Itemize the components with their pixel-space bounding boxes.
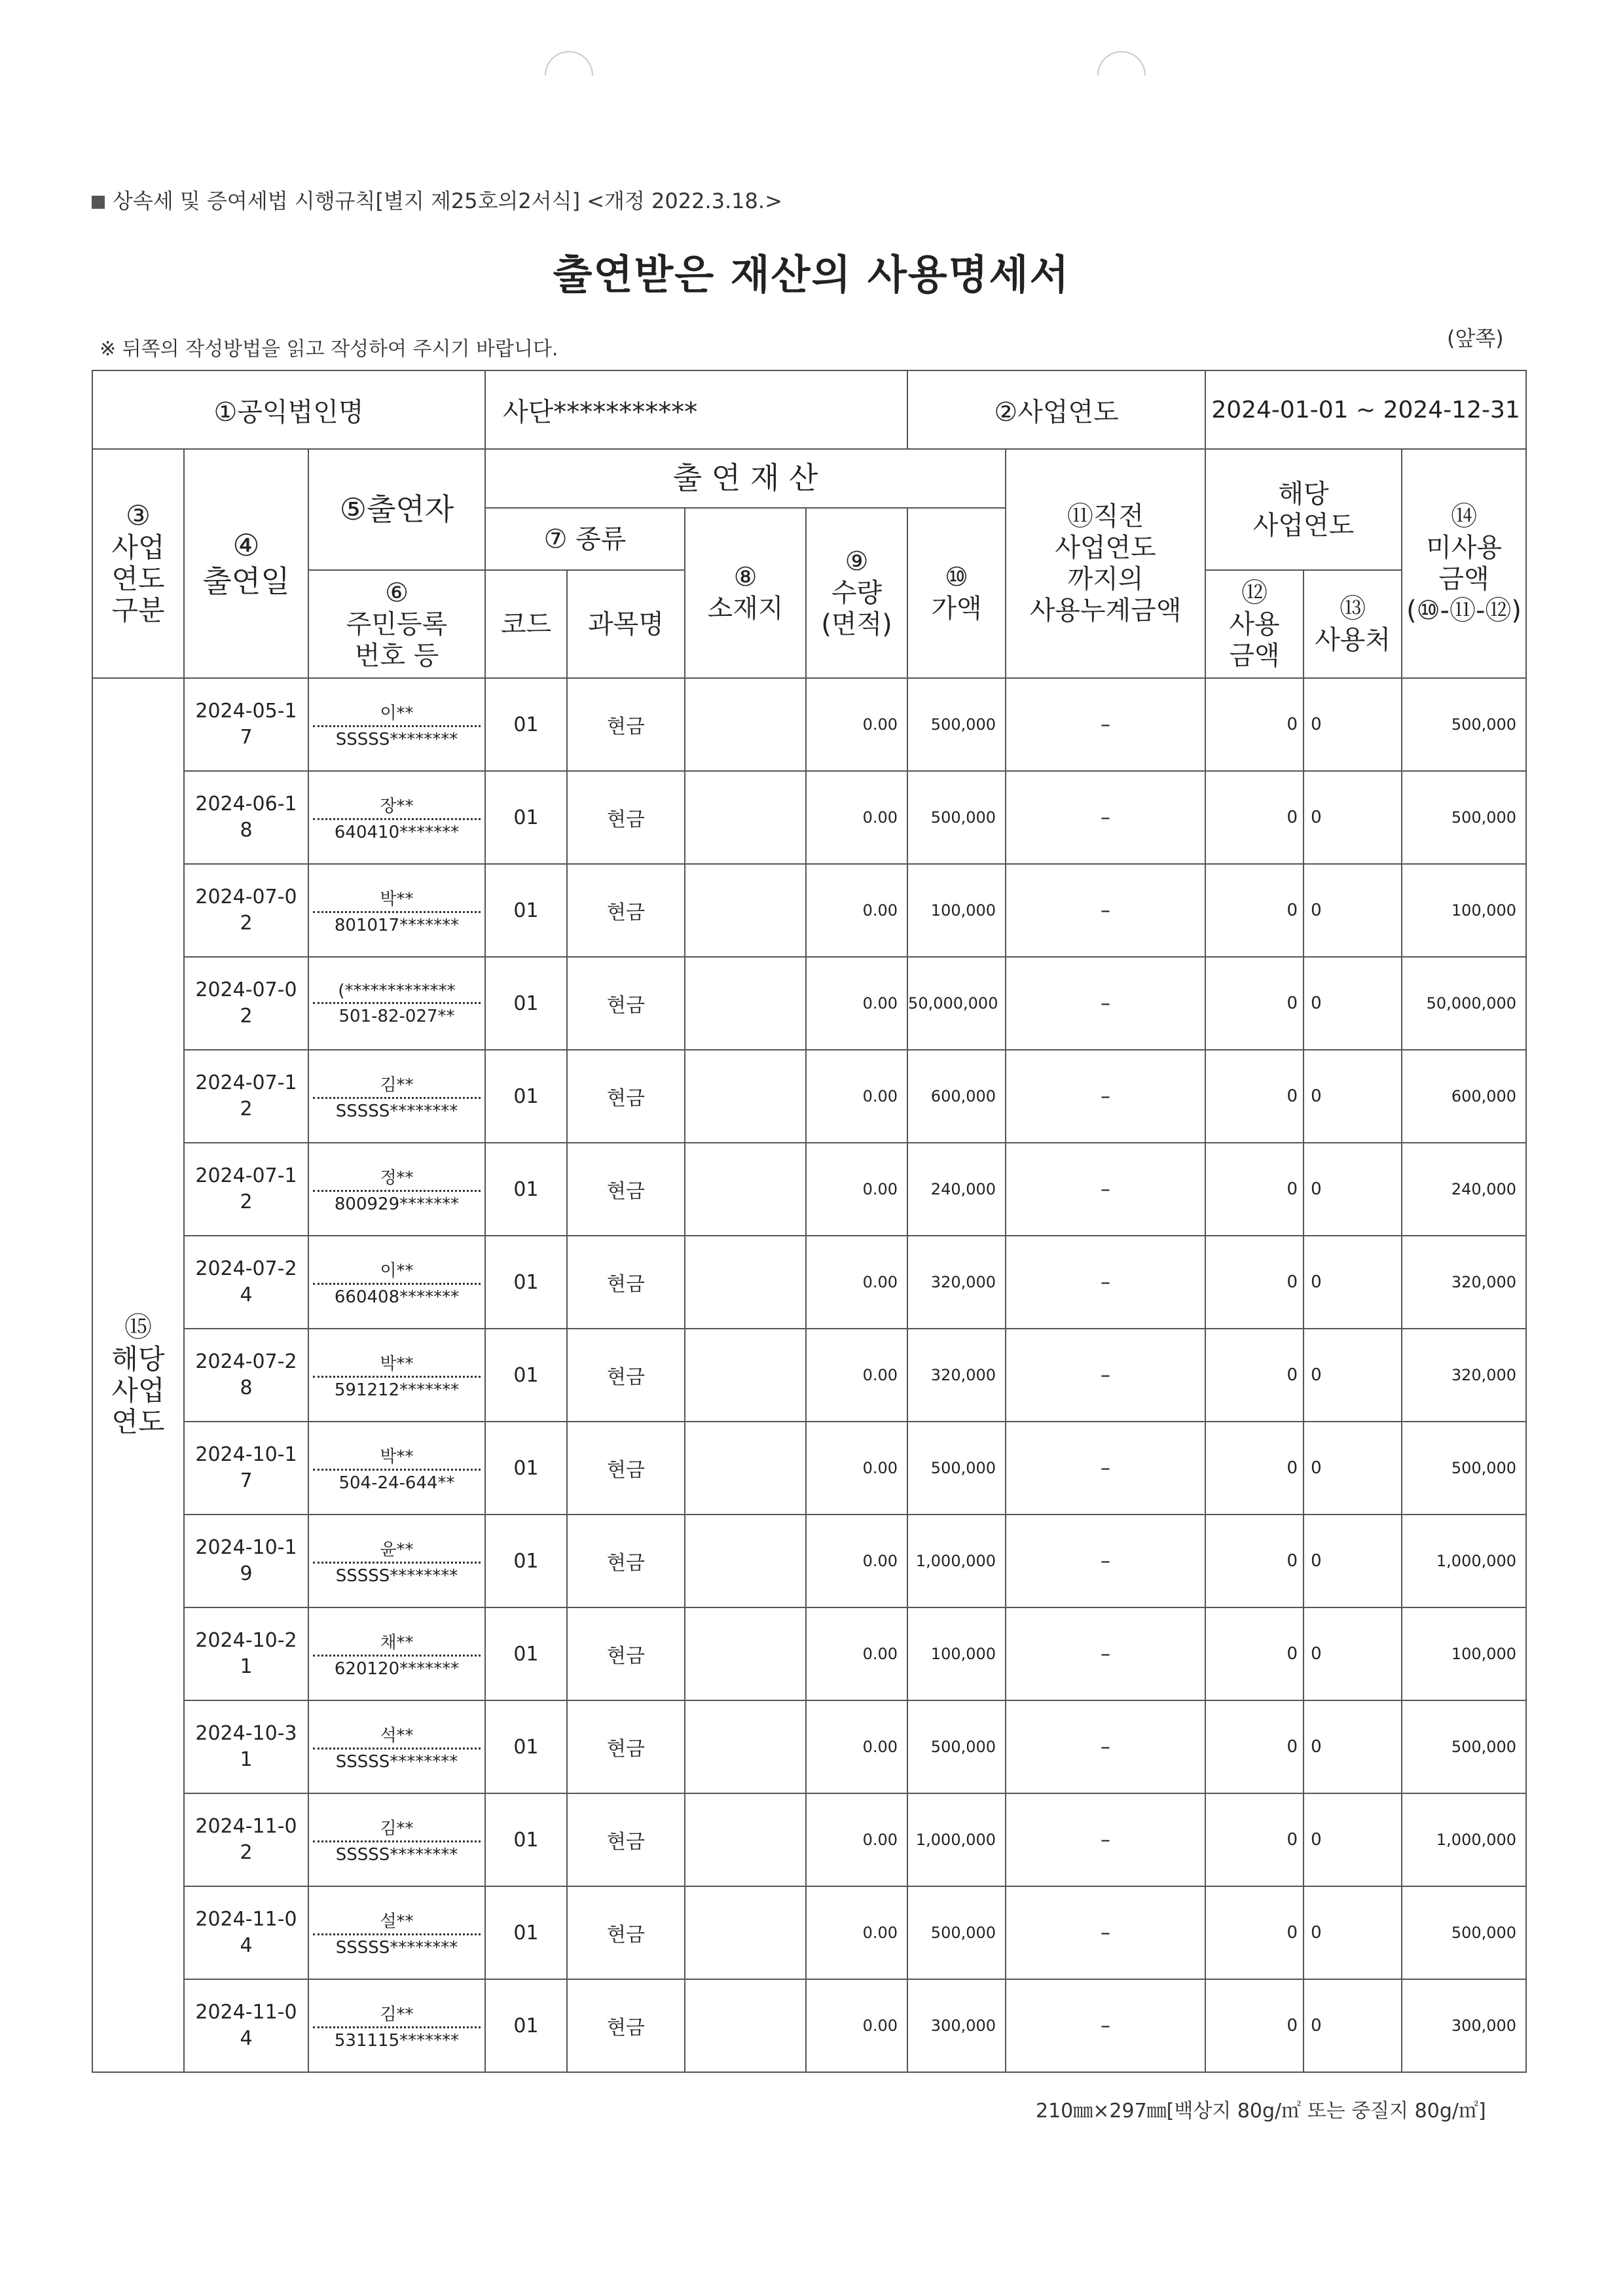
cell-subject: 현금 [567,1607,685,1700]
cell-value: 100,000 [907,1607,1006,1700]
cell-used-amount: 0 [1205,864,1304,957]
donor-name: 장** [313,789,481,820]
cell-subject: 현금 [567,1143,685,1236]
cell-donor [308,1700,485,1793]
donor-block [309,789,484,846]
cell-prev-use: – [1006,1607,1205,1700]
cell-prev-use: – [1006,1422,1205,1515]
cell-subject: 현금 [567,1700,685,1793]
cell-donor [308,1236,485,1329]
cell-used-place: 0 [1304,1422,1402,1515]
cell-code: 01 [485,1886,567,1979]
cell-location [685,1793,806,1886]
donor-block [309,1532,484,1590]
law-reference-text: 상속세 및 증여세법 시행규칙[별지 제25호의2서식] <개정 2022.3.18.> [113,188,782,213]
cell-date: 2024-10-1 9 [184,1515,308,1607]
cell-used-place: 0 [1304,1050,1402,1143]
cell-location [685,1143,806,1236]
cell-used-amount: 0 [1205,678,1304,771]
cell-used-amount: 0 [1205,1607,1304,1700]
cell-date: 2024-06-1 8 [184,771,308,864]
col-code: 코드 [485,570,567,678]
cell-donor [308,1607,485,1700]
cell-used-place: 0 [1304,1886,1402,1979]
table-row [92,1979,1526,2072]
cell-donor [308,864,485,957]
cell-quantity: 0.00 [806,957,907,1050]
donor-name: 설** [313,1904,481,1935]
cell-value: 1,000,000 [907,1515,1006,1607]
donor-id: SSSSS******** [335,730,458,749]
cell-code: 01 [485,1422,567,1515]
cell-donor [308,771,485,864]
cell-prev-use: – [1006,1979,1205,2072]
cell-used-amount: 0 [1205,1700,1304,1793]
cell-quantity: 0.00 [806,1515,907,1607]
cell-used-amount: 0 [1205,1422,1304,1515]
cell-prev-use: – [1006,864,1205,957]
col-quantity: ⑨ 수량 (면적) [806,508,907,678]
cell-unused: 50,000,000 [1402,957,1526,1050]
cell-donor [308,957,485,1050]
cell-donor [308,1979,485,2072]
cell-location [685,1422,806,1515]
cell-used-place: 0 [1304,1236,1402,1329]
cell-quantity: 0.00 [806,1979,907,2072]
cell-location [685,1700,806,1793]
table-row [92,1886,1526,1979]
cell-prev-use: – [1006,678,1205,771]
cell-unused: 320,000 [1402,1329,1526,1422]
cell-prev-use: – [1006,1329,1205,1422]
cell-used-place: 0 [1304,1143,1402,1236]
donor-name: 이** [313,1253,481,1285]
donor-name: 김** [313,1997,481,2028]
usage-statement-form [92,370,1527,2073]
donor-block [309,977,484,1030]
col-location: ⑧ 소재지 [685,508,806,678]
cell-location [685,864,806,957]
table-row [92,1050,1526,1143]
donor-name: 석** [313,1718,481,1749]
cell-code: 01 [485,1050,567,1143]
document-title: 출연받은 재산의 사용명세서 [553,251,1070,298]
year-label: ②사업연도 [907,370,1205,449]
cell-code: 01 [485,1329,567,1422]
cell-date: 2024-11-0 4 [184,1979,308,2072]
cell-subject: 현금 [567,1422,685,1515]
cell-subject: 현금 [567,1793,685,1886]
cell-location [685,1607,806,1700]
donor-name: 김** [313,1067,481,1099]
cell-location [685,1236,806,1329]
table-row [92,1329,1526,1422]
cell-used-place: 0 [1304,1515,1402,1607]
col-used-amount: ⑫ 사용 금액 [1205,570,1304,678]
cell-value: 600,000 [907,1050,1006,1143]
col-kind: ⑦ 종류 [485,508,685,570]
donor-block [309,1439,484,1497]
cell-prev-use: – [1006,1515,1205,1607]
cell-subject: 현금 [567,1236,685,1329]
cell-quantity: 0.00 [806,1422,907,1515]
cell-prev-use: – [1006,957,1205,1050]
donor-name: 채** [313,1625,481,1657]
cell-value: 500,000 [907,1422,1006,1515]
cell-code: 01 [485,678,567,771]
cell-quantity: 0.00 [806,1236,907,1329]
cell-used-amount: 0 [1205,1886,1304,1979]
cell-value: 500,000 [907,1700,1006,1793]
law-reference [92,185,782,215]
cell-donor [308,1143,485,1236]
donor-block [309,1625,484,1683]
donor-id: 660408******* [334,1287,460,1307]
cell-unused: 320,000 [1402,1236,1526,1329]
donor-id: SSSSS******** [335,1752,458,1772]
cell-used-place: 0 [1304,1329,1402,1422]
cell-subject: 현금 [567,1979,685,2072]
cell-unused: 500,000 [1402,771,1526,864]
cell-location [685,1050,806,1143]
donor-block [309,696,484,753]
cell-donor [308,1793,485,1886]
cell-code: 01 [485,1515,567,1607]
cell-used-place: 0 [1304,957,1402,1050]
donor-block [309,1067,484,1125]
table-row [92,1607,1526,1700]
punch-hole-left [535,41,604,110]
cell-used-place: 0 [1304,678,1402,771]
donor-block [309,1160,484,1218]
table-row [92,1515,1526,1607]
cell-location [685,1515,806,1607]
cell-code: 01 [485,957,567,1050]
cell-prev-use: – [1006,771,1205,864]
cell-value: 240,000 [907,1143,1006,1236]
punch-hole-right [1087,41,1156,110]
cell-code: 01 [485,1607,567,1700]
col-section: ③ 사업 연도 구분 [92,449,184,678]
header-row-1 [92,449,1526,508]
cell-prev-use: – [1006,1143,1205,1236]
cell-unused: 240,000 [1402,1143,1526,1236]
donor-block [309,1253,484,1311]
col-donor-id: ⑥ 주민등록 번호 등 [308,570,485,678]
paper-spec: 210㎜×297㎜[백상지 80g/㎡ 또는 중질지 80g/㎡] [1036,2100,1486,2123]
cell-date: 2024-11-0 4 [184,1886,308,1979]
cell-date: 2024-07-1 2 [184,1050,308,1143]
donor-id: 640410******* [334,823,460,842]
donor-id: 501-82-027** [338,1006,455,1026]
cell-subject: 현금 [567,771,685,864]
cell-date: 2024-07-0 2 [184,864,308,957]
donor-id: 504-24-644** [338,1473,455,1493]
cell-subject: 현금 [567,1515,685,1607]
cell-donor [308,1329,485,1422]
table-row [92,1700,1526,1793]
cell-donor [308,678,485,771]
cell-used-amount: 0 [1205,957,1304,1050]
cell-quantity: 0.00 [806,1793,907,1886]
cell-used-place: 0 [1304,771,1402,864]
cell-unused: 600,000 [1402,1050,1526,1143]
cell-used-amount: 0 [1205,1143,1304,1236]
table-row [92,1422,1526,1515]
donor-name: 윤** [313,1532,481,1564]
square-bullet-icon [92,196,105,209]
table-row [92,771,1526,864]
cell-prev-use: – [1006,1793,1205,1886]
donor-name: 박** [313,1439,481,1471]
cell-subject: 현금 [567,864,685,957]
table-row [92,1236,1526,1329]
cell-quantity: 0.00 [806,1886,907,1979]
cell-value: 320,000 [907,1236,1006,1329]
cell-date: 2024-05-1 7 [184,678,308,771]
cell-date: 2024-10-3 1 [184,1700,308,1793]
cell-quantity: 0.00 [806,1050,907,1143]
cell-date: 2024-10-1 7 [184,1422,308,1515]
cell-donor [308,1422,485,1515]
cell-used-amount: 0 [1205,1793,1304,1886]
cell-unused: 100,000 [1402,864,1526,957]
cell-prev-use: – [1006,1236,1205,1329]
table-row [92,1793,1526,1886]
cell-quantity: 0.00 [806,1329,907,1422]
cell-date: 2024-10-2 1 [184,1607,308,1700]
col-prev-use: ⑪직전 사업연도 까지의 사용누계금액 [1006,449,1205,678]
cell-value: 500,000 [907,678,1006,771]
donor-name: 박** [313,1346,481,1378]
cell-code: 01 [485,1700,567,1793]
donor-id: 591212******* [334,1380,460,1400]
donor-block [309,882,484,939]
cell-used-place: 0 [1304,1607,1402,1700]
cell-code: 01 [485,864,567,957]
cell-subject: 현금 [567,678,685,771]
table-row [92,1143,1526,1236]
page-side-label: (앞쪽) [1447,326,1504,351]
cell-quantity: 0.00 [806,678,907,771]
cell-value: 50,000,000 [907,957,1006,1050]
table-row [92,864,1526,957]
col-property: 출 연 재 산 [485,449,1006,508]
donor-id: SSSSS******** [335,1566,458,1586]
cell-donor [308,1515,485,1607]
col-subject: 과목명 [567,570,685,678]
instruction-note: ※ 뒤쪽의 작성방법을 읽고 작성하여 주시기 바랍니다. [100,338,558,361]
cell-used-amount: 0 [1205,1236,1304,1329]
cell-subject: 현금 [567,1050,685,1143]
donor-id: SSSSS******** [335,1938,458,1958]
cell-donor [308,1050,485,1143]
cell-used-amount: 0 [1205,1329,1304,1422]
donor-name: 정** [313,1160,481,1192]
cell-quantity: 0.00 [806,1143,907,1236]
donor-block [309,1811,484,1869]
donor-id: 620120******* [334,1659,460,1679]
col-used-place: ⑬ 사용처 [1304,570,1402,678]
col-date: ④ 출연일 [184,449,308,678]
cell-prev-use: – [1006,1886,1205,1979]
cell-location [685,1886,806,1979]
cell-value: 300,000 [907,1979,1006,2072]
cell-unused: 500,000 [1402,1700,1526,1793]
donor-id: SSSSS******** [335,1102,458,1121]
cell-location [685,771,806,864]
org-label: ①공익법인명 [92,370,485,449]
cell-location [685,1329,806,1422]
cell-used-place: 0 [1304,864,1402,957]
col-donor: ⑤출연자 [308,449,485,570]
cell-value: 100,000 [907,864,1006,957]
col-current-year: 해당 사업연도 [1205,449,1402,570]
cell-quantity: 0.00 [806,864,907,957]
cell-code: 01 [485,1236,567,1329]
cell-subject: 현금 [567,1329,685,1422]
col-value: ⑩ 가액 [907,508,1006,678]
cell-unused: 1,000,000 [1402,1515,1526,1607]
cell-location [685,957,806,1050]
donor-id: 531115******* [334,2031,460,2051]
donor-id: 801017******* [334,916,460,935]
cell-date: 2024-07-1 2 [184,1143,308,1236]
org-info-row [92,370,1526,449]
donor-block [309,1346,484,1404]
cell-value: 320,000 [907,1329,1006,1422]
cell-unused: 500,000 [1402,1886,1526,1979]
cell-quantity: 0.00 [806,771,907,864]
cell-unused: 500,000 [1402,678,1526,771]
cell-date: 2024-11-0 2 [184,1793,308,1886]
cell-used-place: 0 [1304,1793,1402,1886]
cell-subject: 현금 [567,1886,685,1979]
cell-code: 01 [485,1793,567,1886]
donor-name: 박** [313,882,481,913]
cell-used-amount: 0 [1205,1979,1304,2072]
cell-date: 2024-07-2 8 [184,1329,308,1422]
org-value: 사단*********** [485,370,907,449]
cell-value: 500,000 [907,1886,1006,1979]
cell-value: 1,000,000 [907,1793,1006,1886]
cell-date: 2024-07-0 2 [184,957,308,1050]
donor-id: SSSSS******** [335,1845,458,1865]
table-row [92,957,1526,1050]
donor-name: 김** [313,1811,481,1842]
cell-unused: 500,000 [1402,1422,1526,1515]
donor-block [309,1997,484,2054]
cell-quantity: 0.00 [806,1700,907,1793]
cell-date: 2024-07-2 4 [184,1236,308,1329]
donor-block [309,1904,484,1962]
cell-location [685,1979,806,2072]
cell-subject: 현금 [567,957,685,1050]
cell-used-amount: 0 [1205,1515,1304,1607]
cell-code: 01 [485,1143,567,1236]
cell-used-place: 0 [1304,1979,1402,2072]
section-current-year: ⑮ 해당 사업 연도 [92,678,184,2072]
cell-quantity: 0.00 [806,1607,907,1700]
donor-id: 800929******* [334,1194,460,1214]
donor-block [309,1718,484,1776]
cell-used-amount: 0 [1205,1050,1304,1143]
cell-unused: 1,000,000 [1402,1793,1526,1886]
donor-name: (************* [313,977,481,1004]
cell-prev-use: – [1006,1050,1205,1143]
cell-used-place: 0 [1304,1700,1402,1793]
year-value: 2024-01-01 ~ 2024-12-31 [1205,370,1526,449]
cell-unused: 100,000 [1402,1607,1526,1700]
donor-name: 이** [313,696,481,727]
cell-prev-use: – [1006,1700,1205,1793]
cell-code: 01 [485,771,567,864]
donation-rows [92,678,1526,2072]
cell-unused: 300,000 [1402,1979,1526,2072]
cell-code: 01 [485,1979,567,2072]
cell-used-amount: 0 [1205,771,1304,864]
table-row [92,678,1526,771]
cell-location [685,678,806,771]
cell-value: 500,000 [907,771,1006,864]
cell-donor [308,1886,485,1979]
col-unused: ⑭ 미사용 금액 (⑩-⑪-⑫) [1402,449,1526,678]
